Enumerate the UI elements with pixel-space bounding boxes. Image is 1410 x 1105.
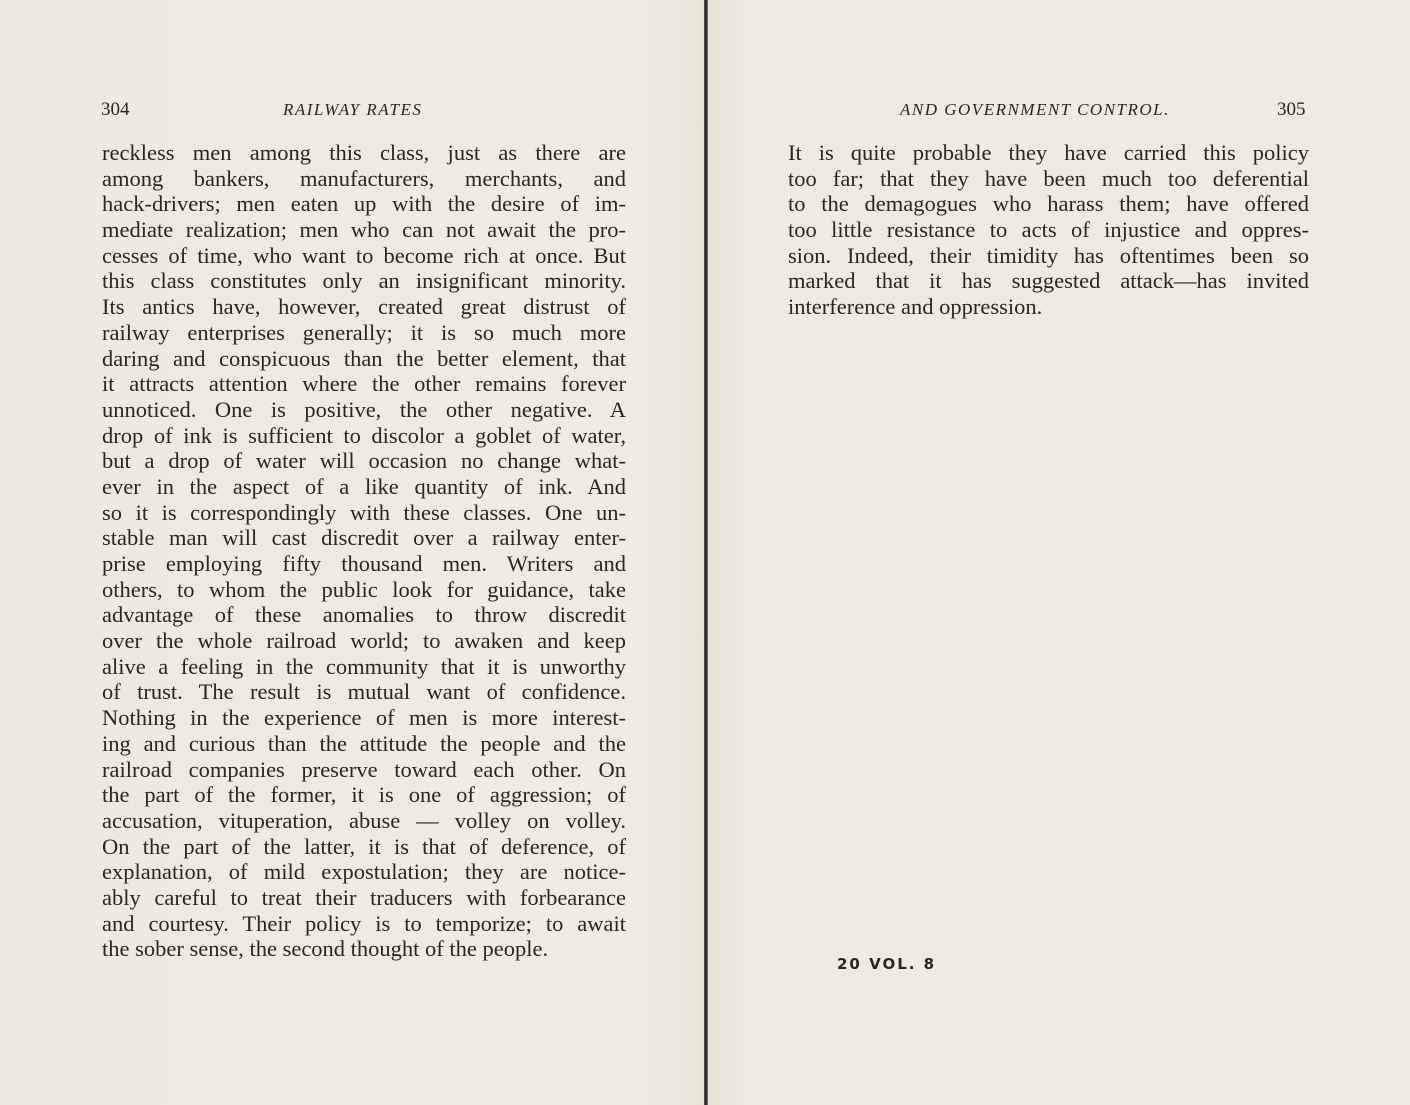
text-line: this class constitutes only an insignificant minority.: [102, 268, 626, 294]
text-line: ably careful to treat their traducers with forbearance: [102, 884, 626, 910]
right-page-number: 305: [1277, 99, 1306, 120]
text-line: On the part of the latter, it is that of deference, of: [102, 833, 626, 859]
text-line: Its antics have, however, created great distrust of: [102, 294, 626, 320]
text-line: sion. Indeed, their timidity has oftentimes been so: [788, 242, 1309, 268]
text-line: daring and conspicuous than the better element, that: [102, 345, 626, 371]
text-line: cesses of time, who want to become rich at once. But: [102, 242, 626, 268]
signature-mark: 20 VOL. 8: [837, 955, 937, 973]
left-page-number: 304: [101, 99, 130, 120]
text-line: among bankers, manufacturers, merchants, and: [102, 165, 626, 191]
left-body-text: [102, 140, 626, 962]
text-line: but a drop of water will occasion no change what-: [102, 448, 626, 474]
right-page: [707, 0, 1410, 1105]
text-line: and courtesy. Their policy is to temporize; to await: [102, 910, 626, 936]
text-line: explanation, of mild expostulation; they are notice-: [102, 859, 626, 885]
text-line: stable man will cast discredit over a railway enter-: [102, 525, 626, 551]
text-line: too far; that they have been much too deferential: [788, 165, 1309, 191]
text-line: the sober sense, the second thought of the people.: [102, 936, 549, 962]
text-line: railway enterprises generally; it is so much more: [102, 319, 626, 345]
text-line: unnoticed. One is positive, the other negative. A: [102, 396, 626, 422]
text-line: Nothing in the experience of men is more interest-: [102, 705, 626, 731]
text-line: mediate realization; men who can not await the pro-: [102, 217, 626, 243]
text-line: reckless men among this class, just as there are: [102, 140, 626, 165]
text-line: It is quite probable they have carried this policy: [788, 140, 1309, 165]
text-line: prise employing fifty thousand men. Writers and: [102, 551, 626, 576]
text-line: accusation, vituperation, abuse — volley on volley.: [102, 807, 626, 833]
text-line: drop of ink is sufficient to discolor a goblet of water,: [102, 422, 626, 448]
text-line: interference and oppression.: [788, 294, 1043, 320]
text-line: others, to whom the public look for guidance, take: [102, 576, 626, 602]
left-running-head: [0, 96, 705, 124]
text-line: advantage of these anomalies to throw discredit: [102, 602, 626, 628]
text-line: ing and curious than the attitude the people and the: [102, 730, 626, 756]
text-line: so it is correspondingly with these classes. One un-: [102, 499, 626, 525]
text-line: alive a feeling in the community that it is unworthy: [102, 653, 626, 679]
text-line: ever in the aspect of a like quantity of ink. And: [102, 473, 626, 499]
right-running-head: [707, 96, 1410, 124]
right-body-text: [788, 140, 1309, 320]
text-line: marked that it has suggested attack—has invited: [788, 268, 1309, 294]
text-line: of trust. The result is mutual want of confidence.: [102, 679, 626, 705]
text-line: railroad companies preserve toward each other. On: [102, 756, 626, 782]
text-line: it attracts attention where the other remains forever: [102, 371, 626, 397]
text-line: to the demagogues who harass them; have offered: [788, 191, 1309, 217]
left-running-title: RAILWAY RATES: [283, 100, 423, 119]
right-running-title: AND GOVERNMENT CONTROL.: [900, 100, 1170, 119]
text-line: the part of the former, it is one of aggression; of: [102, 782, 626, 808]
text-line: too little resistance to acts of injustice and oppres-: [788, 217, 1309, 243]
text-line: over the whole railroad world; to awaken and keep: [102, 628, 626, 654]
text-line: hack-drivers; men eaten up with the desire of im-: [102, 191, 626, 217]
